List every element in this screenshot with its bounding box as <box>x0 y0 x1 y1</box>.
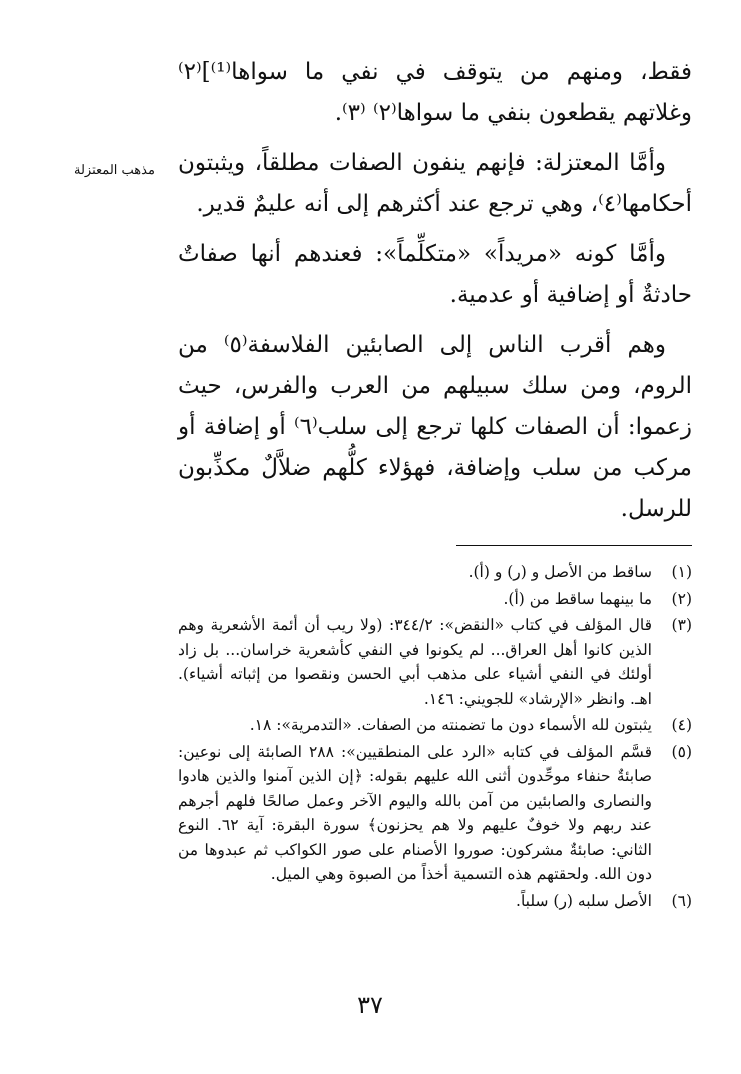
main-text <box>178 52 692 539</box>
paragraph-1: فقط، ومنهم من يتوقف في نفي ما سواها⁽¹⁾]⁽٢⁾ وغلاتهم يقطعون بنفي ما سواها⁽٢⁾ ⁽٣⁾. <box>178 59 692 126</box>
footnote-text: ما بينهما ساقط من (أ). <box>503 589 652 608</box>
footnote <box>178 613 692 711</box>
paragraph-2: وأمَّا المعتزلة: فإنهم ينفون الصفات مطلقاً، ويثبتون أحكامها⁽٤⁾، وهي ترجع عند أكثرهم إلى أنه عليمٌ قدير. <box>178 150 692 217</box>
footnote-text: قسَّم المؤلف في كتابه «الرد على المنطقيين»: ٢٨٨ الصابئة إلى نوعين: صابئةٌ حنفاء موحِّدون أثنى الله عليهم بقوله: ﴿إن الذين آمنوا والذين هادوا والنصارى والصابئين من آمن بالله واليوم الآخر وعمل صالحًا فلهم أجرهم عند ربهم ولا خوفٌ عليهم ولا هم يحزنون﴾ سورة البقرة: آية ٦٢. النوع الثاني: صابئةٌ مشركون: صوروا الأصنام على صور الكواكب ثم عبدوها من دون الله. ولحقتهم هذه التسمية أخذاً من الصبوة وهي الميل. <box>178 742 652 883</box>
footnote-number: (٣) <box>671 616 692 634</box>
footnote <box>178 560 692 585</box>
footnote-text: ساقط من الأصل و (ر) و (أ). <box>468 563 652 581</box>
footnote-divider <box>456 545 692 546</box>
footnote-number: (٥) <box>671 742 692 761</box>
footnote-number: (٦) <box>671 891 692 910</box>
footnote <box>178 889 692 914</box>
footnote <box>178 740 692 887</box>
paragraph-3: وأمَّا كونه «مريداً» «متكلِّماً»: فعندهم أنها صفاتٌ حادثةٌ أو إضافية أو عدمية. <box>178 241 692 308</box>
footnote-number: (٤) <box>671 716 692 734</box>
page-number: ٣٧ <box>357 991 383 1019</box>
footnotes <box>178 560 692 915</box>
paragraph-4: وهم أقرب الناس إلى الصابئين الفلاسفة⁽٥⁾ من الروم، ومن سلك سبيلهم من العرب والفرس، حيث زعموا: أن الصفات كلها ترجع إلى سلب⁽٦⁾ أو إضافة أو مركب من سلب وإضافة، فهؤلاء كلُّهم ضلاَّلٌ مكذِّبون للرسل. <box>178 332 692 522</box>
footnote-text: الأصل سلبه (ر) سلباً. <box>516 891 652 910</box>
footnote-number: (١) <box>671 563 692 581</box>
footnote-number: (٢) <box>671 589 692 608</box>
footnote-text: قال المؤلف في كتاب «النقض»: ٣٤٤/٢: (ولا ريب أن أئمة الأشعرية وهم الذين كانوا أهل العراق... لم يكونوا في النفي كأشعرية خراسان... بل زاد أولئك في النفي أشياء على مذهب أبي الحسن ونقصوا من إثباته أشياء). اهـ. وانظر «الإرشاد» للجويني: ١٤٦. <box>178 616 652 708</box>
margin-note: مذهب المعتزلة <box>74 163 155 178</box>
footnote <box>178 587 692 612</box>
footnote <box>178 713 692 738</box>
footnote-text: يثبتون لله الأسماء دون ما تضمنته من الصفات. «التدمرية»: ١٨. <box>249 716 652 734</box>
